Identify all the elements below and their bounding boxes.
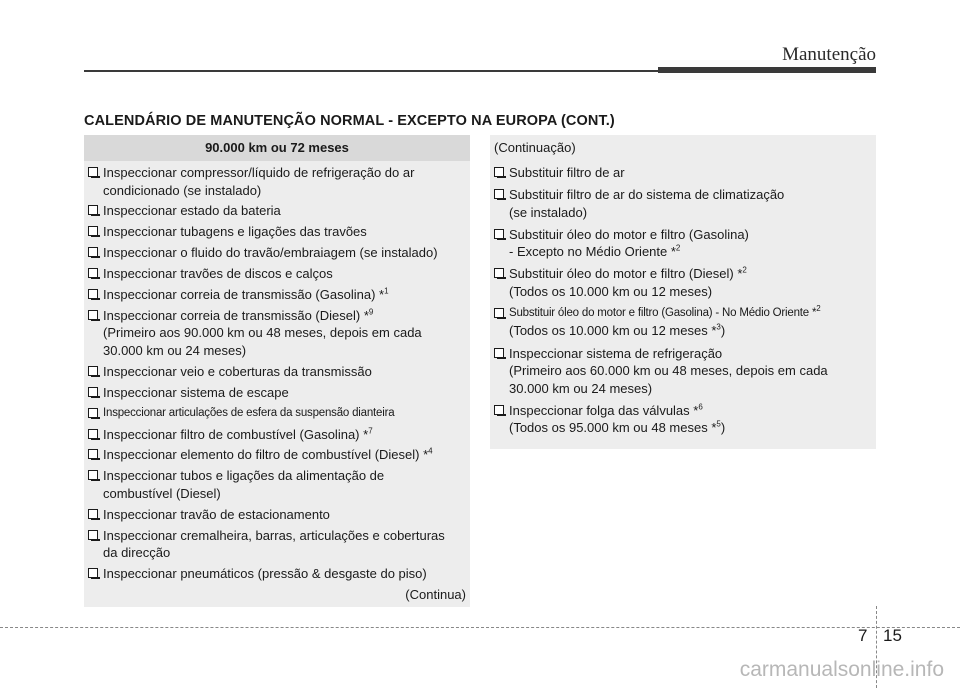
checklist-item-text xyxy=(103,244,438,262)
item-line: Inspeccionar filtro de combustível (Gasolina) * xyxy=(103,426,369,442)
checklist-item-text xyxy=(103,426,373,444)
checkbox-icon xyxy=(88,167,98,177)
item-line: (Primeiro aos 90.000 km ou 48 meses, depois em cada xyxy=(103,325,422,341)
footnote-ref: 2 xyxy=(742,265,747,275)
item-line: combustível (Diesel) xyxy=(103,485,221,501)
checkbox-icon xyxy=(88,449,98,459)
item-line: - Excepto no Médio Oriente * xyxy=(509,244,676,260)
checklist-item-text xyxy=(103,286,389,304)
header-rule-accent xyxy=(658,67,876,73)
chapter-title: Manutenção xyxy=(782,44,876,65)
checklist-item-text xyxy=(103,527,445,545)
closing-paren: ) xyxy=(720,420,726,436)
checklist-item-text xyxy=(103,223,367,241)
checkbox-icon xyxy=(494,348,504,358)
continues-label: (Continua) xyxy=(405,587,466,602)
checklist-item-text xyxy=(103,384,289,402)
footnote-ref: 6 xyxy=(698,402,703,412)
checklist-item-text xyxy=(509,283,712,301)
item-line: Inspeccionar correia de transmissão (Gasolina) * xyxy=(103,287,385,302)
item-line: Inspeccionar tubos e ligações da alimentação de xyxy=(103,468,385,484)
item-line: (Todos os 10.000 km ou 12 meses) xyxy=(509,283,713,299)
footer-site: carmanualsonline.info xyxy=(739,658,944,681)
checklist-item-text xyxy=(103,182,261,200)
checklist-item-text xyxy=(509,345,722,363)
checkbox-icon xyxy=(494,167,504,177)
item-line: Inspeccionar o fluido do travão/embraiagem (se instalado) xyxy=(103,245,438,261)
checklist-item-text xyxy=(103,565,427,583)
checkbox-icon xyxy=(88,205,98,215)
checklist-item-text xyxy=(509,402,703,420)
checkbox-icon xyxy=(88,247,98,257)
checkbox-icon xyxy=(88,226,98,236)
checklist-item-text xyxy=(103,485,221,503)
checkbox-icon xyxy=(494,308,504,318)
page-number: 15 xyxy=(883,626,902,645)
left-panel xyxy=(84,135,470,607)
checkbox-icon xyxy=(88,408,98,418)
footnote-ref: 4 xyxy=(428,447,433,457)
continued-label: (Continuação) xyxy=(494,140,576,155)
footnote-ref: 7 xyxy=(368,426,373,436)
checkbox-icon xyxy=(494,268,504,278)
checkbox-icon xyxy=(88,470,98,480)
checklist-item-text xyxy=(509,243,680,261)
checkbox-icon xyxy=(494,229,504,239)
footnote-ref: 1 xyxy=(384,286,389,296)
item-line: 30.000 km ou 24 meses) xyxy=(509,380,653,396)
checkbox-icon xyxy=(88,509,98,519)
item-line: Inspeccionar estado da bateria xyxy=(103,203,281,219)
checklist-item-text xyxy=(509,362,828,380)
checkbox-icon xyxy=(88,530,98,540)
checkbox-icon xyxy=(88,268,98,278)
checklist-item-text xyxy=(103,405,394,423)
item-line: Substituir filtro de ar xyxy=(509,165,625,180)
checkbox-icon xyxy=(88,289,98,299)
checklist-item-text xyxy=(103,164,414,182)
closing-paren: ) xyxy=(720,323,726,339)
checkbox-icon xyxy=(494,405,504,415)
checklist-item-text xyxy=(103,265,333,283)
checklist-item-text xyxy=(103,342,246,360)
checklist-item-text xyxy=(509,305,820,323)
item-line: da direcção xyxy=(103,545,171,561)
chapter-number: 7 xyxy=(858,626,868,645)
item-line: Inspeccionar correia de transmissão (Diesel) * xyxy=(103,307,369,323)
checklist-item-text xyxy=(509,380,652,398)
checklist-item-text xyxy=(509,204,587,222)
item-line: Inspeccionar articulações de esfera da suspensão dianteira xyxy=(103,406,395,419)
footer-rule xyxy=(0,627,960,628)
item-line: Substituir filtro de ar do sistema de climatização xyxy=(509,187,785,203)
item-line: (se instalado) xyxy=(509,204,588,220)
checklist-item-text xyxy=(103,446,433,464)
checklist-item-text xyxy=(103,307,373,325)
checklist-item-text xyxy=(509,265,747,283)
checklist-item-text xyxy=(103,363,372,381)
item-line: (Todos os 10.000 km ou 12 meses * xyxy=(509,323,717,339)
checklist-item-text xyxy=(103,467,384,485)
checklist-item-text xyxy=(103,506,330,524)
checklist-item-text xyxy=(103,544,170,562)
checkbox-icon xyxy=(88,568,98,578)
footnote-ref: 3 xyxy=(716,323,721,333)
checklist-item-text xyxy=(103,202,281,220)
item-line: (Primeiro aos 60.000 km ou 48 meses, depois em cada xyxy=(509,363,828,378)
item-line: (Todos os 95.000 km ou 48 meses * xyxy=(509,420,717,436)
item-line: condicionado (se instalado) xyxy=(103,182,262,198)
checklist-item-text xyxy=(509,164,625,182)
checklist-item-text xyxy=(509,186,784,204)
checklist-item-text xyxy=(509,419,725,437)
item-line: Inspeccionar compressor/líquido de refrigeração do ar xyxy=(103,165,415,180)
item-line: Inspeccionar travão de estacionamento xyxy=(103,506,330,522)
item-line: Inspeccionar travões de discos e calços xyxy=(103,266,333,282)
checklist-item-text xyxy=(509,322,725,340)
item-line: Inspeccionar veio e coberturas da transmissão xyxy=(103,363,372,379)
item-line: Substituir óleo do motor e filtro (Gasolina) - No Médio Oriente * xyxy=(509,306,817,319)
checklist-item-text xyxy=(103,324,422,342)
item-line: Inspeccionar pneumáticos (pressão & desgaste do piso) xyxy=(103,566,427,581)
checkbox-icon xyxy=(88,387,98,397)
item-line: Inspeccionar sistema de refrigeração xyxy=(509,345,723,361)
item-line: Inspeccionar cremalheira, barras, articulações e coberturas xyxy=(103,527,445,543)
footnote-ref: 9 xyxy=(368,307,374,317)
checklist-item-text xyxy=(509,226,749,244)
item-line: Inspeccionar sistema de escape xyxy=(103,384,289,400)
checkbox-icon xyxy=(88,310,98,320)
item-line: Substituir óleo do motor e filtro (Gasolina) xyxy=(509,226,749,242)
checkbox-icon xyxy=(494,189,504,199)
item-line: Inspeccionar folga das válvulas * xyxy=(509,402,699,418)
footnote-ref: 2 xyxy=(675,243,681,253)
header-rule xyxy=(84,70,664,72)
item-line: Inspeccionar elemento do filtro de combustível (Diesel) * xyxy=(103,447,429,463)
footnote-ref: 2 xyxy=(816,304,821,314)
checkbox-icon xyxy=(88,366,98,376)
checkbox-icon xyxy=(88,429,98,439)
item-line: 30.000 km ou 24 meses) xyxy=(103,342,247,358)
right-panel xyxy=(490,135,876,449)
column-header: 90.000 km ou 72 meses xyxy=(84,135,470,161)
footnote-ref: 5 xyxy=(716,419,721,429)
section-title: CALENDÁRIO DE MANUTENÇÃO NORMAL - EXCEPTO NA EUROPA (CONT.) xyxy=(84,113,615,129)
item-line: Inspeccionar tubagens e ligações das travões xyxy=(103,224,367,240)
item-line: Substituir óleo do motor e filtro (Diesel) * xyxy=(509,266,743,282)
